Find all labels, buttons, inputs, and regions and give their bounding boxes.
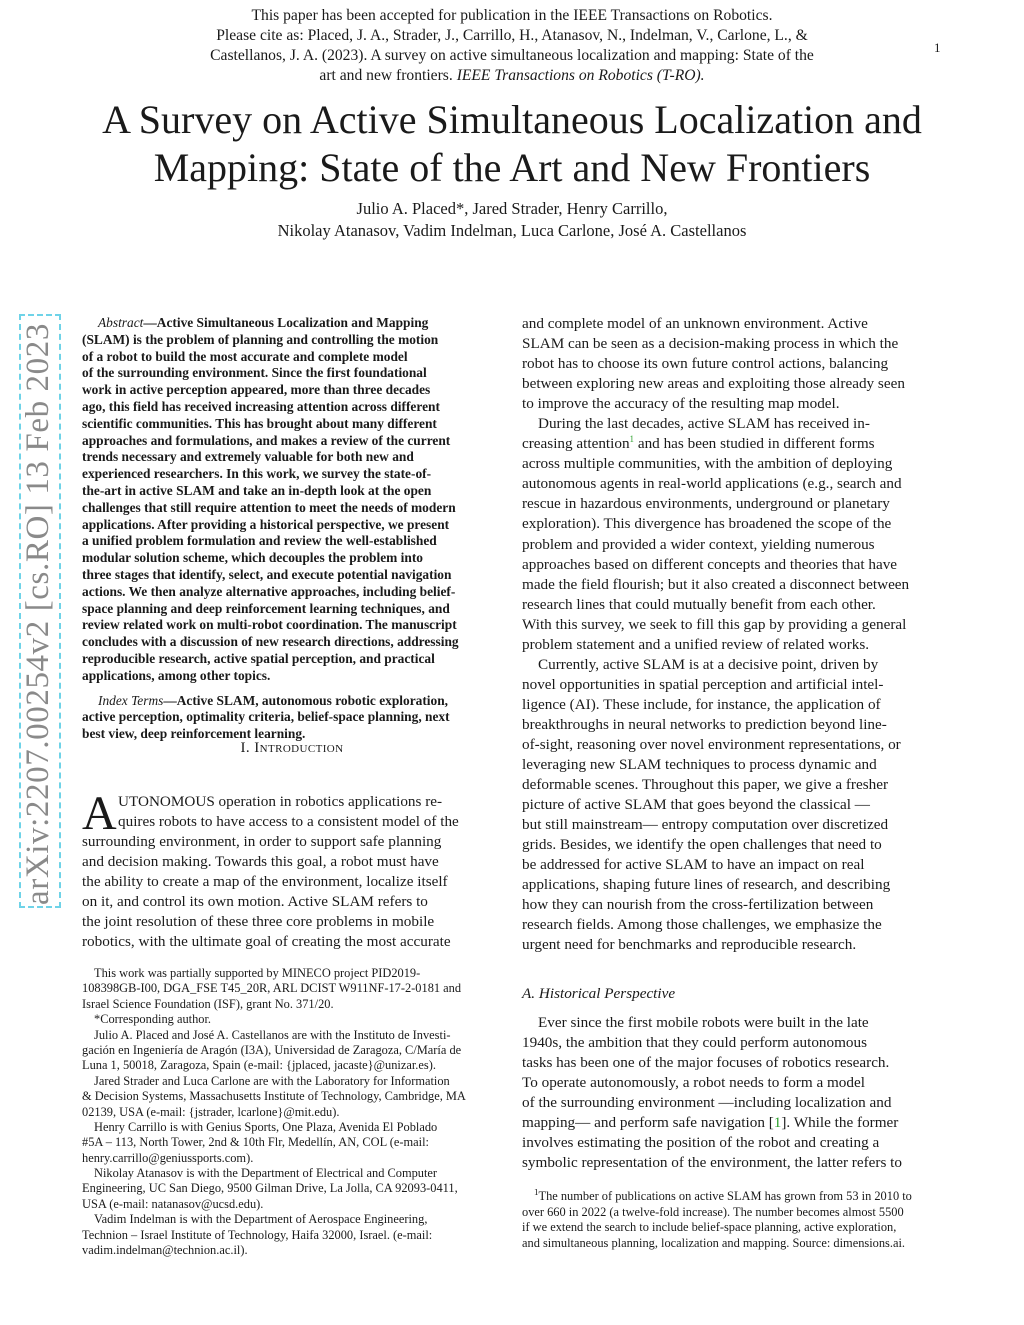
footnote-line: Nikolay Atanasov is with the Department of Electrical and Computer [94, 1166, 438, 1181]
abstract-line: reproducible research, active spatial perception, and practical [82, 650, 435, 666]
body-line: grids. Besides, we identify the open challenges that need to [522, 836, 882, 854]
body-line: but still mainstream— entropy computation over discretized [522, 816, 889, 834]
body-line: involves estimating the position of the robot and creating a [522, 1134, 880, 1151]
index-terms-line: active perception, optimality criteria, belief-space planning, next [82, 709, 450, 725]
abstract-line: challenges that still require attention to meet the needs of modern [82, 499, 456, 515]
authors-line: Nikolay Atanasov, Vadim Indelman, Luca Carlone, José A. Castellanos [277, 221, 747, 240]
abstract-line: approaches and formulations, and makes a review of the current [82, 432, 451, 448]
historical-paragraph [522, 1013, 942, 1173]
abstract-line: Abstract—Active Simultaneous Localization and Mapping [98, 315, 429, 330]
abstract-line: applications, among other topics. [82, 667, 271, 683]
footnote-line: Vadim Indelman is with the Department of Aerospace Engineering, [94, 1212, 428, 1227]
abstract-line: ago, this field has received increasing attention across different [82, 398, 440, 414]
body-line: urgent need for benchmarks and reproducible research. [522, 936, 857, 954]
body-line: creasing attention$^1$ and has been studied in different forms [522, 434, 875, 453]
author-list [60, 198, 964, 242]
abstract-line: the-art in active SLAM and take an in-depth look at the open [82, 482, 432, 498]
intro-line: the joint resolution of these three core problems in mobile [82, 913, 435, 930]
body-line: SLAM can be seen as a decision-making process in which the [522, 335, 899, 353]
body-line: ligence (AI). These include, for instance, the application of [522, 695, 881, 713]
footnote-line: Julio A. Placed and José A. Castellanos are with the Instituto de Investi- [94, 1027, 451, 1042]
notice-line: art and new frontiers. IEEE Transactions on Robotics (T-RO). [319, 67, 705, 84]
body-line: breakthroughs in neural networks to prediction beyond line- [522, 715, 887, 733]
body-line: During the last decades, active SLAM has received in- [538, 415, 870, 433]
body-line: 1940s, the ambition that they could perform autonomous [522, 1034, 868, 1051]
body-line: problem statement and a unified review of related works. [522, 635, 870, 653]
abstract-line: trends necessary and extremely valuable for both new and [82, 449, 414, 465]
body-line: research fields. Among those challenges, we emphasize the [522, 916, 882, 934]
intro-line: on it, and control its own motion. Active SLAM refers to [82, 893, 428, 910]
footnote-line: if we extend the search to include belief-space planning, active exploration, [522, 1220, 897, 1235]
abstract-label: Abstract [98, 315, 144, 330]
body-line: autonomous agents in real-world applications (e.g., search and [522, 475, 902, 493]
footnote-line: over 660 in 2022 (a twelve-fold increase). The number becomes almost 5500 [522, 1204, 904, 1219]
footnote-line: henry.carrillo@geniussports.com). [82, 1150, 254, 1165]
footnote-line: and simultaneous planning, localization and mapping. Source: dimensions.ai. [522, 1235, 906, 1250]
footnote-line: Engineering, UC San Diego, 9500 Gilman Drive, La Jolla, CA 92093-0411, [82, 1181, 458, 1196]
subsection-heading-historical-perspective: A. Historical Perspective [522, 985, 676, 1002]
page-number: 1 [934, 40, 941, 55]
abstract-line: work in active perception appeared, more than three decades [82, 382, 431, 398]
body-line: between exploring new areas and exploiting those already seen [522, 375, 905, 393]
footnote-line: 108398GB-I00, DGA_FSE T45_20R, ARL DCIST W911NF-17-2-0181 and [82, 981, 462, 996]
abstract-line: applications. After providing a historical perspective, we present [82, 516, 450, 532]
body-line: and complete model of an unknown environment. Active [522, 315, 868, 332]
introduction-paragraph [82, 787, 502, 952]
intro-line: robotics, with the ultimate goal of creating the most accurate [82, 933, 451, 950]
intro-line: the ability to create a map of the environment, localize itself [82, 873, 448, 890]
arxiv-identifier[interactable]: arXiv:2207.00254v2 [cs.RO] 13 Feb 2023 [20, 323, 56, 905]
paper-title [20, 96, 1004, 192]
intro-line: surrounding environment, in order to support safe planning [82, 833, 442, 850]
body-line: approaches based on different concepts and theories that have [522, 555, 898, 573]
body-line: how they can nourish from the cross-fertilization between [522, 896, 874, 914]
body-line: novel opportunities in spatial perception and artificial intel- [522, 675, 884, 693]
footnote-line: & Decision Systems, Massachusetts Institute of Technology, Cambridge, MA [82, 1089, 466, 1104]
notice-line: Castellanos, J. A. (2023). A survey on active simultaneous localization and mapping: State of the [210, 47, 814, 64]
right-column-text [522, 314, 942, 956]
section-heading-introduction: I. Introduction [240, 740, 344, 756]
affiliation-footnotes [82, 966, 502, 1258]
index-terms-label: Index Terms [98, 692, 164, 708]
abstract-line: concludes with a discussion of new research directions, addressing [82, 634, 459, 650]
body-line: robot has to choose its own future control actions, balancing [522, 355, 889, 373]
footnote-line: 02139, USA (e-mail: {jstrader, lcarlone}@mit.edu). [82, 1104, 340, 1119]
body-line: exploration). This divergence has broadened the scope of the [522, 515, 892, 533]
footnote-line: #5A – 113, North Tower, 2nd & 10th Flr, Medellín, AN, COL (e-mail: [82, 1135, 429, 1150]
abstract-line: a unified problem formulation and review the well-established [82, 533, 437, 549]
drop-cap: A [82, 787, 117, 840]
body-line: Currently, active SLAM is at a decisive point, driven by [538, 655, 879, 673]
body-line: deformable scenes. Throughout this paper, we give a fresher [522, 776, 889, 794]
body-line: made the field flourish; but it also created a disconnect between [522, 575, 910, 593]
abstract-line: three stages that identify, select, and execute potential navigation [82, 566, 452, 582]
footnote-line: USA (e-mail: natanasov@ucsd.edu). [82, 1196, 264, 1211]
body-line: problem and provided a wider context, yielding numerous [522, 535, 875, 553]
intro-line: and decision making. Towards this goal, a robot must have [82, 853, 439, 870]
abstract-line: space planning and deep reinforcement learning techniques, and [82, 600, 450, 616]
body-line: research lines that could mutually benefit from each other. [522, 595, 876, 613]
publication-count-footnote [522, 1189, 942, 1251]
body-line: symbolic representation of the environment, the latter refers to [522, 1154, 902, 1171]
body-line: to improve the accuracy of the resulting map model. [522, 395, 840, 413]
footnote-line: gación en Ingeniería de Aragón (I3A), Universidad de Zaragoza, C/María de [82, 1042, 462, 1057]
notice-line: This paper has been accepted for publication in the IEEE Transactions on Robotics. [251, 7, 773, 24]
body-line: With this survey, we seek to fill this gap by providing a general [522, 615, 907, 633]
body-line: of the surrounding environment —including localization and [522, 1094, 892, 1111]
footnote-number: 1 [534, 1189, 539, 1197]
footnote-line: Luna 1, 50018, Zaragoza, Spain (e-mail: {jplaced, jacaste}@unizar.es). [82, 1058, 436, 1073]
body-line: Ever since the first mobile robots were built in the late [538, 1014, 869, 1031]
footnote-line: Jared Strader and Luca Carlone are with the Laboratory for Information [94, 1073, 450, 1088]
footnote-line: This work was partially supported by MINECO project PID2019- [94, 966, 421, 980]
abstract-line: review related work on multi-robot coordination. The manuscript [82, 617, 457, 633]
body-line: applications, shaping future lines of research, and describing [522, 876, 891, 894]
authors-line: Julio A. Placed*, Jared Strader, Henry Carrillo, [356, 199, 668, 218]
body-line: rescue in hazardous environments, underground or planetary [522, 495, 890, 513]
abstract-line: of a robot to build the most accurate and complete model [82, 348, 408, 364]
abstract-line: scientific communities. This has brought about many different [82, 415, 437, 431]
index-terms-line: Index Terms—Active SLAM, autonomous robotic exploration, [98, 692, 449, 708]
body-line: mapping— and perform safe navigation [1]. While the former [522, 1114, 899, 1131]
index-terms-line: best view, deep reinforcement learning. [82, 726, 306, 742]
footnote-line: vadim.indelman@technion.ac.il). [82, 1243, 248, 1258]
abstract-line: (SLAM) is the problem of planning and controlling the motion [82, 331, 439, 347]
title-line: A Survey on Active Simultaneous Localization and [102, 97, 922, 142]
footnote-mark[interactable]: 1 [629, 434, 635, 445]
abstract-line: of the surrounding environment. Since the first foundational [82, 365, 427, 381]
footnote-line: *Corresponding author. [94, 1012, 212, 1027]
title-line: Mapping: State of the Art and New Frontiers [153, 145, 871, 190]
footnote-line: Technion – Israel Institute of Technology, Haifa 32000, Israel. (e-mail: [82, 1227, 433, 1242]
body-line: leveraging new SLAM techniques to process dynamic and [522, 756, 877, 774]
body-line: of-sight, reasoning over novel environment representations, or [522, 735, 901, 753]
journal-name: IEEE Transactions on Robotics (T-RO). [456, 67, 705, 84]
body-line: across multiple communities, with the ambition of deploying [522, 455, 893, 473]
publication-notice [150, 6, 874, 86]
abstract-line: experienced researchers. In this work, we survey the state-of- [82, 466, 432, 482]
intro-line: quires robots to have access to a consistent model of the [118, 813, 459, 830]
abstract-line: modular solution scheme, which decouples the problem into [82, 550, 423, 566]
footnote-line: Henry Carrillo is with Genius Sports, One Plaza, Avenida El Poblado [94, 1119, 438, 1134]
body-line: be addressed for active SLAM to have an impact on real [522, 856, 865, 874]
footnote-line: Israel Science Foundation (ISF), grant No. 371/20. [82, 996, 334, 1011]
body-line: To operate autonomously, a robot needs to form a model [522, 1074, 865, 1091]
citation-link[interactable]: 1 [773, 1114, 782, 1131]
body-line: tasks has been one of the major focuses of robotics research. [522, 1054, 890, 1071]
intro-line: UTONOMOUS operation in robotics applications re- [118, 793, 443, 810]
body-line: picture of active SLAM that goes beyond the classical — [522, 796, 870, 814]
abstract-line: actions. We then analyze alternative approaches, including belief- [82, 583, 456, 599]
footnote-line: $^1$The number of publications on active SLAM has grown from 53 in 2010 to [522, 1189, 942, 1205]
abstract [82, 315, 502, 743]
notice-line: Please cite as: Placed, J. A., Strader, J., Carrillo, H., Atanasov, N., Indelman, V., Carlone, L., & [216, 27, 808, 44]
